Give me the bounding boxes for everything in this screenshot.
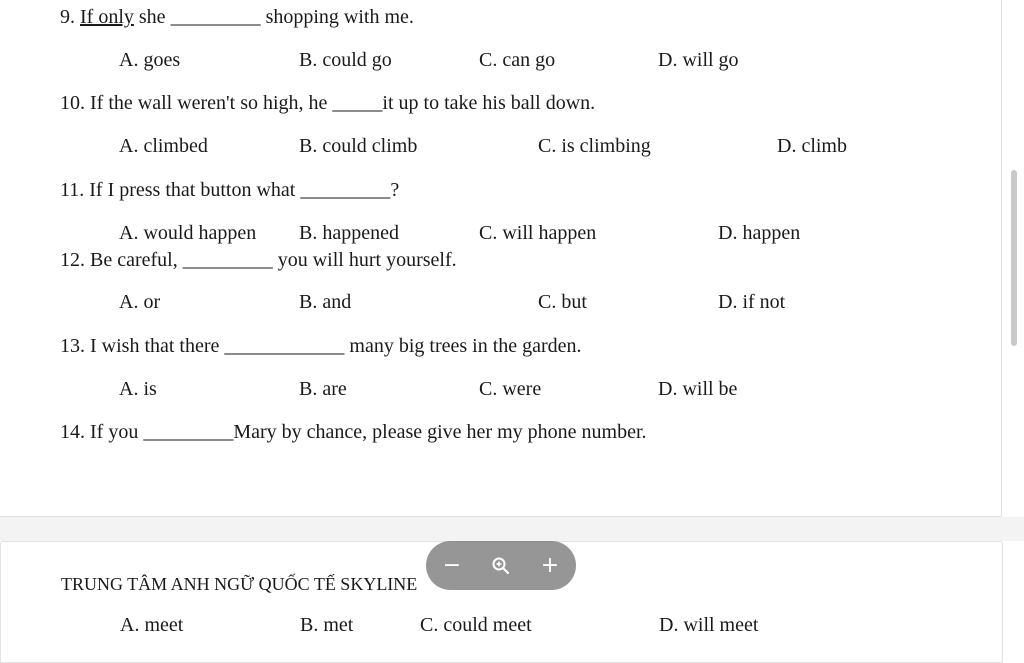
option-c: C. were (479, 378, 542, 400)
option-a: A. goes (119, 49, 181, 71)
option-c: C. could meet (420, 614, 532, 636)
option-b: B. could climb (299, 135, 418, 157)
option-d: D. will meet (659, 614, 759, 636)
page-gap (0, 517, 1024, 541)
question-12: 12. Be careful, _________ you will hurt yourself. (60, 249, 457, 271)
option-c: C. but (538, 291, 587, 313)
option-a: A. is (119, 378, 157, 400)
option-d: D. if not (718, 291, 786, 313)
vertical-scrollbar[interactable] (1011, 170, 1017, 346)
option-c: C. is climbing (538, 135, 651, 157)
question-14: 14. If you _________Mary by chance, please give her my phone number. (60, 421, 647, 443)
option-b: B. could go (299, 49, 392, 71)
question-keyword: If only (80, 6, 134, 28)
zoom-out-button[interactable]: − (442, 553, 462, 578)
option-a: A. meet (120, 614, 184, 636)
page-header: TRUNG TÂM ANH NGỮ QUỐC TẾ SKYLINE (61, 574, 418, 594)
option-c: C. will happen (479, 222, 597, 244)
zoom-in-button[interactable]: + (540, 553, 560, 578)
question-10: 10. If the wall weren't so high, he _____it up to take his ball down. (60, 92, 596, 114)
answer-blank: _____ (332, 92, 383, 114)
option-b: B. happened (299, 222, 399, 244)
question-11: 11. If I press that button what _________? (60, 179, 400, 201)
option-a: A. climbed (119, 135, 208, 157)
zoom-toolbar (426, 541, 576, 590)
option-d: D. will go (658, 49, 739, 71)
option-b: B. met (300, 614, 354, 636)
option-b: B. are (299, 378, 347, 400)
option-d: D. climb (777, 135, 847, 157)
option-c: C. can go (479, 49, 556, 71)
answer-blank: _________ (300, 179, 391, 201)
question-9: 9. If only she _________ shopping with me. (60, 6, 414, 28)
option-a: A. or (119, 291, 161, 313)
magnifier-icon[interactable] (481, 541, 521, 590)
option-d: D. will be (658, 378, 738, 400)
answer-blank: _________ (182, 249, 273, 271)
answer-blank: ____________ (224, 335, 345, 357)
question-number: 9. (60, 6, 75, 28)
option-a: A. would happen (119, 222, 257, 244)
option-d: D. happen (718, 222, 801, 244)
option-b: B. and (299, 291, 352, 313)
answer-blank: _________ (143, 421, 234, 443)
answer-blank: _________ (170, 6, 261, 28)
question-13: 13. I wish that there ____________ many big trees in the garden. (60, 335, 582, 357)
